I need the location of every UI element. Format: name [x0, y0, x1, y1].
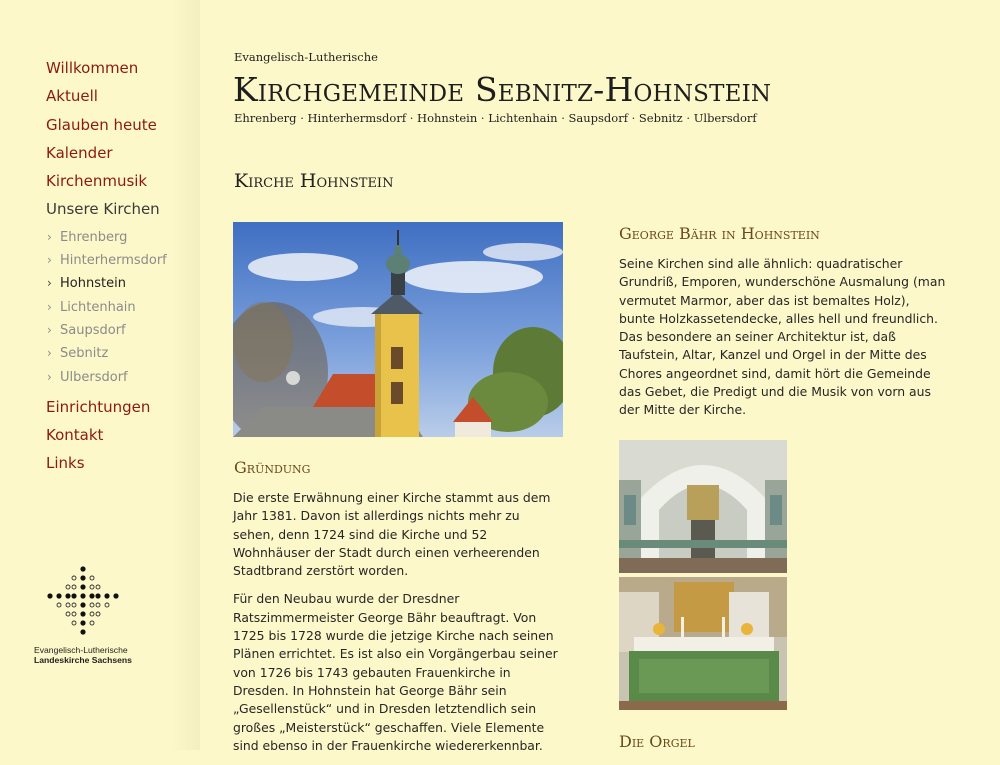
- section-heading-george-baehr: George Bähr in Hohnstein: [619, 224, 820, 243]
- subnav-item-label: Sebnitz: [60, 346, 109, 362]
- subnav-item-saupsdorf[interactable]: [46, 319, 167, 342]
- subnav-item-label: Saupsdorf: [60, 322, 126, 338]
- sidebar: [0, 0, 200, 750]
- main-nav: [46, 54, 167, 478]
- cross-dots-icon: [46, 565, 120, 639]
- site-pre-title: Evangelisch-Lutherische: [234, 50, 378, 64]
- subnav-item-lichtenhain[interactable]: [46, 296, 167, 319]
- section-body-george-baehr: [619, 255, 949, 430]
- nav-item-unsere-kirchen[interactable]: Unsere Kirchen: [46, 200, 160, 219]
- nav-item-links[interactable]: Links: [46, 454, 85, 473]
- paragraph: Seine Kirchen sind alle ähnlich: quadratischer Grundriß, Emporen, wunderschöne Ausmalung (man vermutet Marmor, aber das ist bemaltes Holz), bunte Holzkassetendecke, alles hell und freundlich. Das besondere an seiner Architektur ist, daß Taufstein, Altar, Kanzel und Orgel in der Mitte des Chores angeordnet sind, damit hört die Gemeinde das Gebet, die Predigt und die Musik von vorn aus der Mitte der Kirche.: [619, 256, 946, 418]
- chevron-right-icon: ›: [47, 369, 52, 384]
- subnav-item-ulbersdorf[interactable]: [46, 366, 167, 389]
- chevron-right-icon: ›: [47, 299, 52, 314]
- subnav-item-sebnitz[interactable]: [46, 342, 167, 365]
- church-photo: [233, 222, 563, 437]
- nav-item-kalender[interactable]: Kalender: [46, 143, 113, 162]
- page-title: Kirche Hohnstein: [234, 170, 394, 192]
- logo-text: [34, 645, 144, 665]
- subnav-item-label: Ehrenberg: [60, 229, 128, 245]
- landeskirche-logo[interactable]: [34, 565, 144, 665]
- nav-item-willkommen[interactable]: Willkommen: [46, 59, 139, 77]
- section-body-gruendung: [233, 489, 563, 765]
- subnav-item-hinterhermsdorf[interactable]: [46, 249, 167, 272]
- nav-item-kontakt[interactable]: Kontakt: [46, 426, 104, 445]
- parish-places: Ehrenberg · Hinterhermsdorf · Hohnstein · Lichtenhain · Saupsdorf · Sebnitz · Ulbersdorf: [234, 111, 757, 125]
- section-heading-gruendung: Gründung: [234, 458, 311, 477]
- chevron-right-icon: ›: [47, 322, 52, 337]
- subnav-kirchen: [46, 226, 167, 389]
- site-title[interactable]: Kirchgemeinde Sebnitz-Hohnstein: [233, 70, 772, 109]
- subnav-item-hohnstein[interactable]: [46, 272, 167, 295]
- paragraph: Für den Neubau wurde der Dresdner Ratszimmermeister George Bähr beauftragt. Von 1725 bis 1728 wurde die jetzige Kirche nach seinen Plänen errichtet. Es ist also ein Vorgängerbau seiner von 1726 bis 1743 gebauten Frauenkirche in Dresden. In Hohnstein hat George Bähr sein „Gesellenstück“ und in Dresden letztendlich sein großes „Meisterstück“ geschaffen. Viele Elemente sind ebenso in der Frauenkirche wiedererkennbar.: [233, 591, 558, 753]
- chevron-right-icon: ›: [47, 276, 52, 291]
- church-interior-photo[interactable]: [619, 440, 787, 573]
- subnav-item-label: Lichtenhain: [60, 299, 136, 315]
- subnav-item-label: Ulbersdorf: [60, 369, 128, 385]
- logo-line-2: Landeskirche Sachsens: [34, 655, 132, 665]
- subnav-item-label: Hohnstein: [60, 276, 126, 292]
- nav-item-kirchenmusik[interactable]: Kirchenmusik: [46, 172, 148, 191]
- church-altar-photo[interactable]: [619, 577, 787, 710]
- nav-item-glauben-heute[interactable]: Glauben heute: [46, 115, 157, 134]
- nav-item-aktuell[interactable]: Aktuell: [46, 87, 98, 106]
- paragraph: Die erste Erwähnung einer Kirche stammt aus dem Jahr 1381. Davon ist allerdings nichts mehr zu sehen, denn 1724 sind die Kirche und 52 Wohnhäuser der Stadt durch einen verheerenden Stadtbrand zerstört worden.: [233, 490, 551, 579]
- chevron-right-icon: ›: [47, 253, 52, 268]
- nav-item-einrichtungen[interactable]: Einrichtungen: [46, 397, 151, 416]
- section-heading-orgel: Die Orgel: [619, 732, 695, 751]
- chevron-right-icon: ›: [47, 346, 52, 361]
- subnav-item-label: Hinterhermsdorf: [60, 253, 167, 269]
- chevron-right-icon: ›: [47, 229, 52, 244]
- logo-line-1: Evangelisch-Lutherische: [34, 645, 128, 655]
- subnav-item-ehrenberg[interactable]: [46, 226, 167, 249]
